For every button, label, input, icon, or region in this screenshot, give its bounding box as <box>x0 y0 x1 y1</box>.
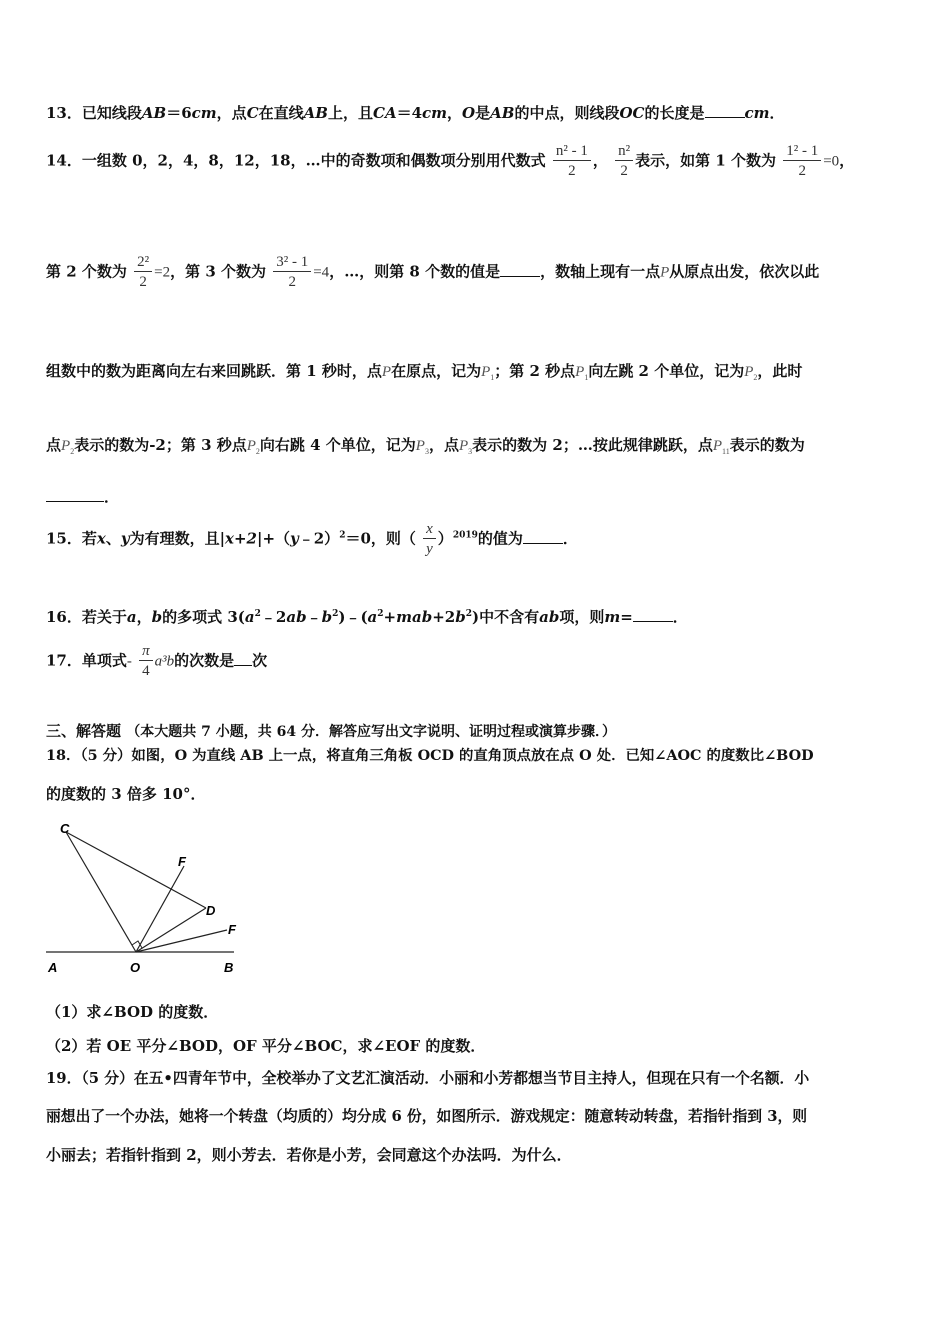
answer-blank[interactable] <box>705 105 745 118</box>
label-E: F <box>228 922 236 937</box>
question-17: 17．单项式- $\frac{\pi}{4}$ a³b的次数是 次 <box>46 643 268 679</box>
section-3-heading: 三、解答题 （本大题共 7 小题，共 64 分．解答应写出文字说明、证明过程或演算步骤．） <box>46 722 616 740</box>
answer-blank[interactable] <box>500 264 540 277</box>
label-A: A <box>48 960 58 975</box>
fraction-x-over-y: $\frac{x}{y}$ <box>423 520 436 559</box>
answer-blank[interactable] <box>46 489 104 502</box>
question-19-line-1: 19．（5 分）在五•四青年节中，全校举办了文艺汇演活动．小丽和小芳都想当节目主持人，但现在只有一个名额．小 <box>46 1070 810 1087</box>
ray-OE <box>136 930 227 952</box>
question-13: 13．已知线段AB＝6cm，点C在直线AB上，且CA＝4cm，O是AB的中点，则线段OC的长度是 cm． <box>46 104 785 122</box>
fraction-pi-over-4: $\frac{\pi}{4}$ <box>139 642 153 681</box>
question-18-part-2: （2）若 OE 平分∠BOD，OF 平分∠BOC，求∠EOF 的度数． <box>46 1037 486 1055</box>
answer-blank[interactable] <box>633 609 673 622</box>
question-19-line-3: 小丽去；若指针指到 2，则小芳去．若你是小芳，会同意这个办法吗．为什么． <box>46 1146 572 1164</box>
label-D: D <box>206 903 216 918</box>
question-18-part-1: （1）求∠BOD 的度数． <box>46 1003 219 1021</box>
label-B: B <box>224 960 234 975</box>
question-14-line-4: 点$P_2$表示的数为-2；第 3 秒点$P_2$向右跳 4 个单位，记为$P_3$，点$P_3$表示的数为 2；…按此规律跳跃，点$P_{11}$表示的数为 <box>46 436 805 456</box>
segment-OD <box>136 908 206 952</box>
segment-CD <box>66 832 206 908</box>
question-18-line-1: 18．（5 分）如图，O 为直线 AB 上一点，将直角三角板 OCD 的直角顶点放在点 O 处．已知∠AOC 的度数比∠BOD <box>46 747 814 764</box>
angle-diagram <box>44 820 244 975</box>
question-14-line-2: 第 2 个数为 $\frac{\text{2²}}{2}$ =2，第 3 个数为 $\frac{\text{3² - 1}}{2}$ =4，…，则第 8 个数的值是 ，数轴上现有一点P从原点出发，依次以此 <box>46 254 820 290</box>
fraction-first-number: $\frac{\text{1² - 1}}{2}$ <box>783 142 821 181</box>
ray-OF <box>136 866 184 952</box>
fraction-odd-term: $\frac{\text{n² - 1}}{2}$ <box>553 142 591 181</box>
segment-OC <box>66 832 136 952</box>
label-O: O <box>130 960 141 975</box>
question-16: 16．若关于a，b的多项式 $3(a^2﹣2ab﹣b^2)﹣(a^2+mab+2b^2)$中不含有ab项，则m= ． <box>46 608 688 626</box>
question-14-line-5: ． <box>46 487 119 507</box>
label-F: F <box>178 854 186 869</box>
answer-blank[interactable] <box>234 653 252 666</box>
fraction-third-number: $\frac{\text{3² - 1}}{2}$ <box>273 253 311 292</box>
answer-blank[interactable] <box>523 531 563 544</box>
fraction-even-term: $\frac{\text{n²}}{2}$ <box>615 142 633 181</box>
label-C: C <box>60 821 70 836</box>
fraction-second-number: $\frac{\text{2²}}{2}$ <box>134 253 152 292</box>
question-14-line-1: 14．一组数 0，2，4，8，12，18，…中的奇数项和偶数项分别用代数式 $\frac{\text{n² - 1}}{2}$ ， $\frac{\text{n²}}{2}$ 表示，如第 1 个数为 $\frac{\text{1² - 1}}{2}$ =0， <box>46 143 855 179</box>
question-14-line-3: 组数中的数为距离向左右来回跳跃．第 1 秒时，点P在原点，记为$P_1$；第 2 秒点$P_1$向左跳 2 个单位，记为$P_2$，此时 <box>46 362 803 382</box>
question-18-line-2: 的度数的 3 倍多 10°． <box>46 785 206 803</box>
question-19-line-2: 丽想出了一个办法，她将一个转盘（均质的）均分成 6 份，如图所示．游戏规定：随意转动转盘，若指针指到 3，则 <box>46 1108 808 1125</box>
question-15: 15．若x、y为有理数，且|x+2|+（y﹣2）$^2$＝0，则（ $\frac{x}{y}$ ）$^{2019}$的值为 ． <box>46 521 578 557</box>
